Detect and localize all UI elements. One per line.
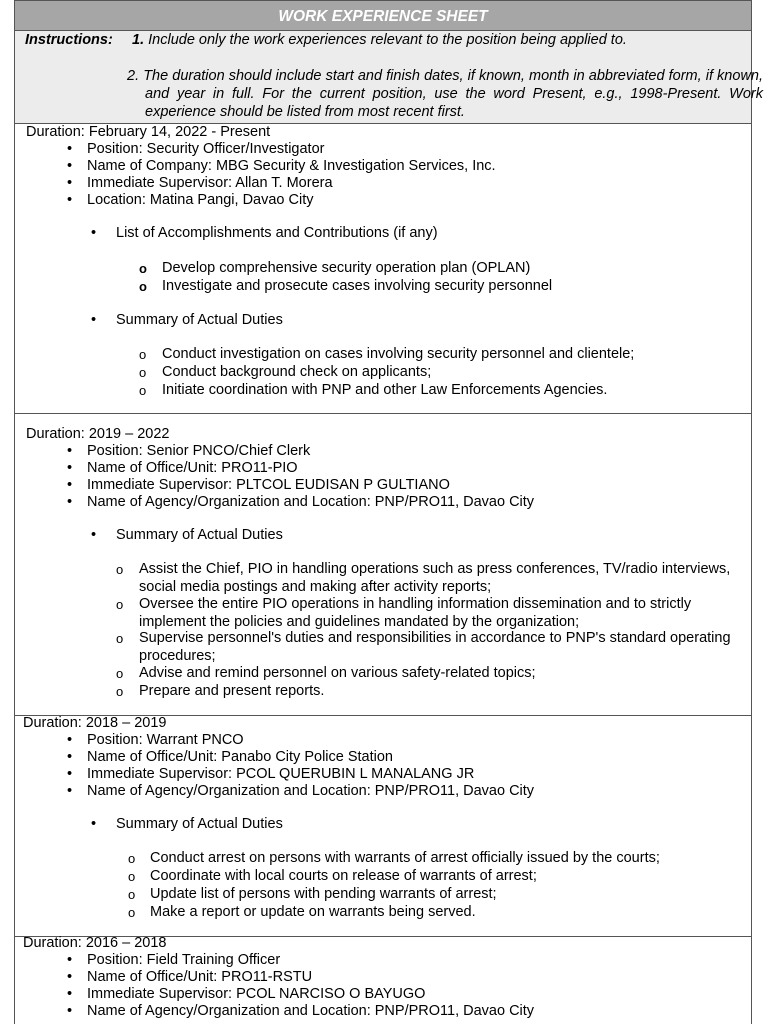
instructions-label: Instructions: — [25, 32, 113, 48]
instruction-1-number: 1. — [132, 32, 145, 48]
bullet-icon — [67, 1003, 72, 1020]
circle-bullet-icon: o — [116, 562, 124, 577]
duty-item: Advise and remind personnel on various safety-related topics; — [139, 665, 536, 681]
instruction-2-number: 2. — [127, 68, 140, 84]
bullet-icon — [67, 477, 72, 494]
bullet-icon — [67, 175, 72, 192]
circle-bullet-icon: o — [128, 851, 136, 866]
duty-item: Coordinate with local courts on release of warrants of arrest; — [150, 868, 537, 884]
bullet-icon — [67, 141, 72, 158]
circle-bullet-icon: o — [128, 887, 136, 902]
duties-heading: Summary of Actual Duties — [116, 312, 283, 328]
entry-duration: Duration: 2019 – 2022 — [26, 426, 170, 442]
instruction-1 — [132, 32, 627, 48]
bullet-icon — [67, 952, 72, 969]
bullet-icon — [67, 443, 72, 460]
sheet-title: WORK EXPERIENCE SHEET — [14, 0, 752, 31]
bullet-icon — [91, 312, 96, 329]
entry-detail: Position: Warrant PNCO — [87, 732, 244, 748]
entry-detail: Position: Senior PNCO/Chief Clerk — [87, 443, 311, 459]
circle-bullet-icon: o — [128, 905, 136, 920]
entry-detail: Name of Office/Unit: PRO11-PIO — [87, 460, 298, 476]
entry-detail: Name of Office/Unit: PRO11-RSTU — [87, 969, 313, 985]
bullet-icon — [67, 460, 72, 477]
entry-detail: Location: Matina Pangi, Davao City — [87, 192, 314, 208]
work-entry-3 — [14, 716, 752, 937]
bullet-icon — [67, 732, 72, 749]
duty-item: Supervise personnel's duties and responsibilities in accordance to PNP's standard operating procedures; — [139, 630, 731, 664]
duty-item: Conduct investigation on cases involving security personnel and clientele; — [162, 346, 635, 362]
duty-item: Assist the Chief, PIO in handling operations such as press conferences, TV/radio interviews, social media postings and making after activity reports; — [139, 561, 731, 595]
entry-detail: Position: Security Officer/Investigator — [87, 141, 325, 157]
bullet-icon — [67, 158, 72, 175]
circle-bullet-icon: o — [128, 869, 136, 884]
work-entry-2 — [14, 414, 752, 716]
circle-bullet-icon: o — [139, 347, 147, 362]
work-entry-4 — [14, 937, 752, 1024]
entry-detail: Immediate Supervisor: Allan T. Morera — [87, 175, 333, 191]
entry-detail: Name of Office/Unit: Panabo City Police Station — [87, 749, 393, 765]
duties-heading: Summary of Actual Duties — [116, 527, 283, 543]
entry-detail: Immediate Supervisor: PCOL NARCISO O BAYUGO — [87, 986, 426, 1002]
entry-duration: Duration: 2016 – 2018 — [23, 935, 167, 951]
accomplishment-item: Investigate and prosecute cases involving security personnel — [162, 278, 553, 294]
duty-item: Prepare and present reports. — [139, 683, 325, 699]
instruction-1-text: Include only the work experiences relevant to the position being applied to. — [148, 32, 627, 48]
accomplishment-item: Develop comprehensive security operation plan (OPLAN) — [162, 260, 531, 276]
bullet-icon — [67, 969, 72, 986]
circle-bullet-icon: o — [116, 684, 124, 699]
bullet-icon — [67, 783, 72, 800]
duty-item: Update list of persons with pending warrants of arrest; — [150, 886, 497, 902]
duty-item: Conduct arrest on persons with warrants of arrest officially issued by the courts; — [150, 850, 660, 866]
bullet-icon — [67, 986, 72, 1003]
entry-duration: Duration: February 14, 2022 - Present — [26, 124, 271, 140]
instructions-box — [14, 31, 764, 124]
bullet-icon — [67, 192, 72, 209]
entry-detail: Immediate Supervisor: PLTCOL EUDISAN P GULTIANO — [87, 477, 450, 493]
duty-item: Conduct background check on applicants; — [162, 364, 432, 380]
circle-bullet-icon: o — [139, 279, 147, 294]
entry-detail: Name of Agency/Organization and Location: PNP/PRO11, Davao City — [87, 494, 535, 510]
bullet-icon — [91, 816, 96, 833]
bullet-icon — [91, 527, 96, 544]
instruction-2-text: The duration should include start and finish dates, if known, month in abbreviated form, if known, and year in full. For the current position, use the word Present, e.g., 1998-Present. Work experience should be listed from most recent first. — [143, 68, 764, 120]
circle-bullet-icon: o — [139, 365, 147, 380]
circle-bullet-icon: o — [139, 383, 147, 398]
bullet-icon — [67, 749, 72, 766]
duty-item: Oversee the entire PIO operations in handling information dissemination and to strictly implement the policies and guidelines mandated by the organization; — [139, 596, 692, 630]
entry-detail: Immediate Supervisor: PCOL QUERUBIN L MANALANG JR — [87, 766, 475, 782]
bullet-icon — [67, 494, 72, 511]
circle-bullet-icon: o — [116, 631, 124, 646]
entry-detail: Name of Agency/Organization and Location: PNP/PRO11, Davao City — [87, 783, 535, 799]
entry-duration: Duration: 2018 – 2019 — [23, 715, 167, 731]
duties-heading: Summary of Actual Duties — [116, 816, 283, 832]
accomplishments-heading: List of Accomplishments and Contributions (if any) — [116, 225, 438, 241]
circle-bullet-icon: o — [139, 261, 147, 276]
bullet-icon — [67, 766, 72, 783]
entry-detail: Name of Agency/Organization and Location: PNP/PRO11, Davao City — [87, 1003, 535, 1019]
duty-item: Initiate coordination with PNP and other Law Enforcements Agencies. — [162, 382, 608, 398]
circle-bullet-icon: o — [116, 597, 124, 612]
bullet-icon — [91, 225, 96, 242]
work-experience-sheet — [14, 0, 764, 1024]
entry-detail: Name of Company: MBG Security & Investigation Services, Inc. — [87, 158, 496, 174]
circle-bullet-icon: o — [116, 666, 124, 681]
work-entry-1 — [14, 124, 752, 414]
duty-item: Make a report or update on warrants being served. — [150, 904, 476, 920]
entry-detail: Position: Field Training Officer — [87, 952, 281, 968]
instruction-2 — [127, 67, 763, 121]
